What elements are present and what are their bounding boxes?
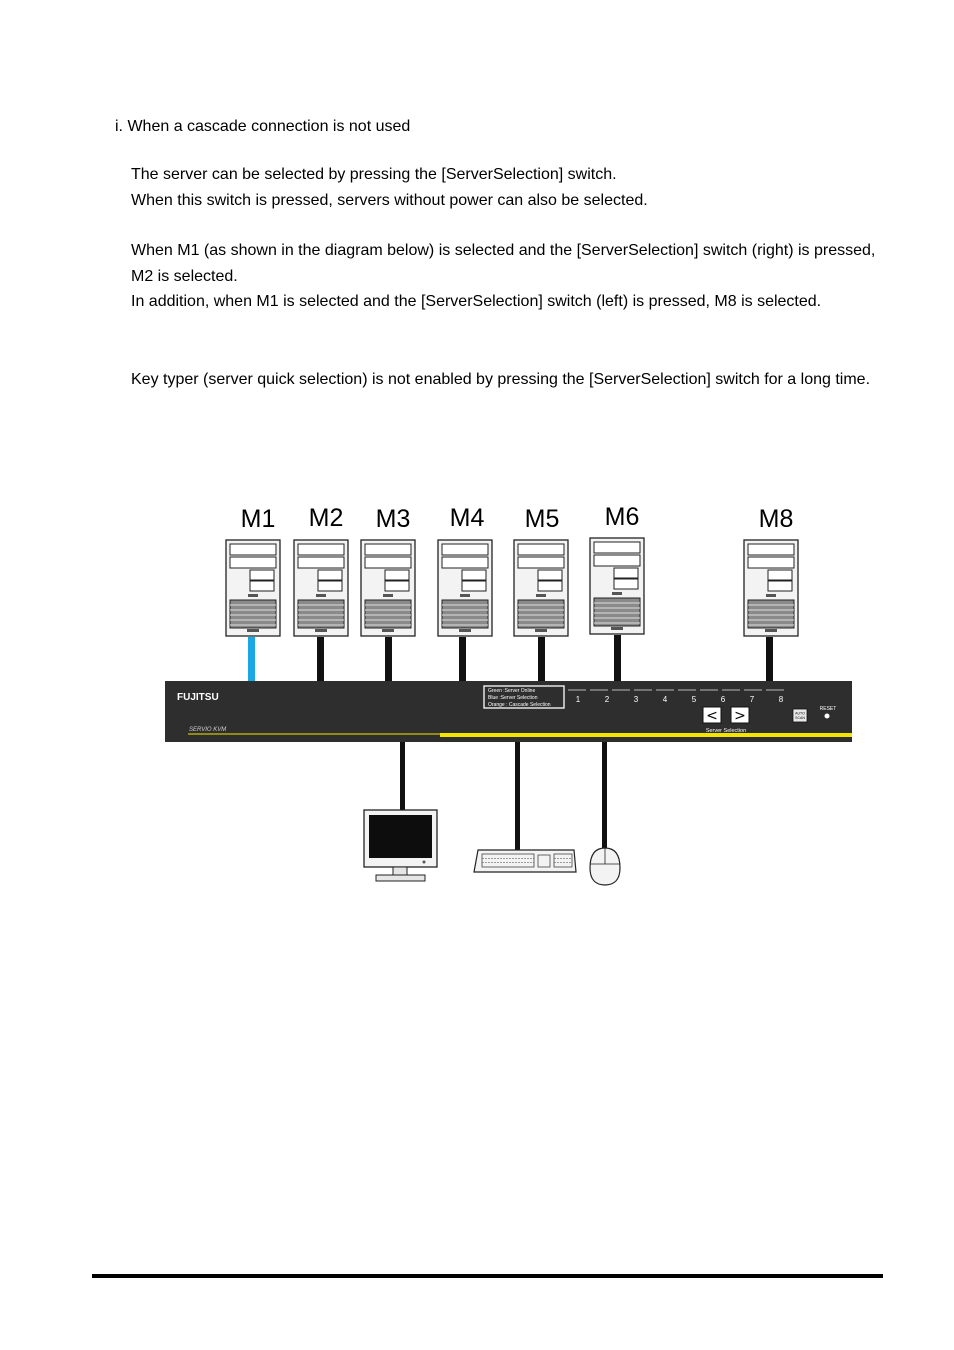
paragraph-server-selection xyxy=(131,162,876,213)
paragraph-line: When this switch is pressed, servers without power can also be selected. xyxy=(131,191,648,209)
paragraph-line: Key typer (server quick selection) is not enabled by pressing the [ServerSelection] switch for a long time. xyxy=(131,371,871,388)
monitor-icon xyxy=(364,810,437,881)
footer-rule xyxy=(92,1274,883,1278)
kvm-accent-stripe xyxy=(440,733,852,737)
mouse-icon xyxy=(590,848,620,885)
server-label-m3: M3 xyxy=(375,505,411,533)
port-number-8: 8 xyxy=(778,695,784,704)
server-label-m5: M5 xyxy=(524,505,560,533)
kvm-connection-diagram xyxy=(0,490,954,900)
left-button-glyph: < xyxy=(706,708,718,724)
cable-m4 xyxy=(459,637,466,682)
port-number-3: 3 xyxy=(633,695,639,704)
paragraph-selection-order xyxy=(131,238,876,315)
section-heading: i. When a cascade connection is not used xyxy=(115,118,411,135)
reset-label: RESET xyxy=(819,706,837,712)
cable-mouse xyxy=(602,742,607,849)
legend-line-orange: Orange : Cascade Selection xyxy=(488,702,551,708)
server-tower-m4 xyxy=(438,540,492,636)
cable-m8 xyxy=(766,637,773,682)
port-number-5: 5 xyxy=(691,695,697,704)
paragraph-line: The server can be selected by pressing the [ServerSelection] switch. xyxy=(131,166,617,183)
cable-m2 xyxy=(317,637,324,682)
kvm-model-label: SERVIO KVM xyxy=(189,727,227,733)
cable-m5 xyxy=(538,637,545,682)
server-label-m6: M6 xyxy=(604,503,640,531)
legend-line-blue: Blue :Server Selection xyxy=(488,695,538,701)
keyboard-icon xyxy=(474,850,576,872)
server-tower-m3 xyxy=(361,540,415,636)
paragraph-line: When M1 (as shown in the diagram below) is selected and the [ServerSelection] switch (right) is pressed, M2 is selected. xyxy=(131,242,876,285)
server-tower-m5 xyxy=(514,540,568,636)
paragraph-key-typer xyxy=(131,367,876,393)
legend-line-green: Green :Server Online xyxy=(488,688,536,694)
cable-monitor xyxy=(400,742,405,810)
server-label-m1: M1 xyxy=(240,505,276,533)
kvm-brand-logo: FUJITSU xyxy=(177,692,219,703)
port-number-4: 4 xyxy=(662,695,668,704)
cable-m6 xyxy=(614,635,621,682)
server-label-m2: M2 xyxy=(308,504,344,532)
server-tower-m8 xyxy=(744,540,798,636)
right-button-glyph: > xyxy=(734,708,746,724)
server-tower-m2 xyxy=(294,540,348,636)
port-number-7: 7 xyxy=(749,695,755,704)
port-number-6: 6 xyxy=(720,695,726,704)
server-selection-label: Server Selection xyxy=(705,728,747,734)
server-label-m4: M4 xyxy=(449,504,485,532)
port-number-2: 2 xyxy=(604,695,610,704)
port-number-1: 1 xyxy=(575,695,581,704)
auto-scan-label-line1: AUTO xyxy=(795,711,805,716)
paragraph-line: In addition, when M1 is selected and the [ServerSelection] switch (left) is pressed, M8 is selected. xyxy=(131,293,822,310)
cable-m3 xyxy=(385,637,392,682)
server-tower-m1 xyxy=(226,540,280,636)
cable-keyboard xyxy=(515,742,520,850)
auto-scan-label-line2: SCAN xyxy=(795,716,805,720)
reset-button xyxy=(825,714,830,719)
cable-m1-selected xyxy=(248,637,255,682)
server-label-m8: M8 xyxy=(758,505,794,533)
server-tower-m6 xyxy=(590,538,644,634)
